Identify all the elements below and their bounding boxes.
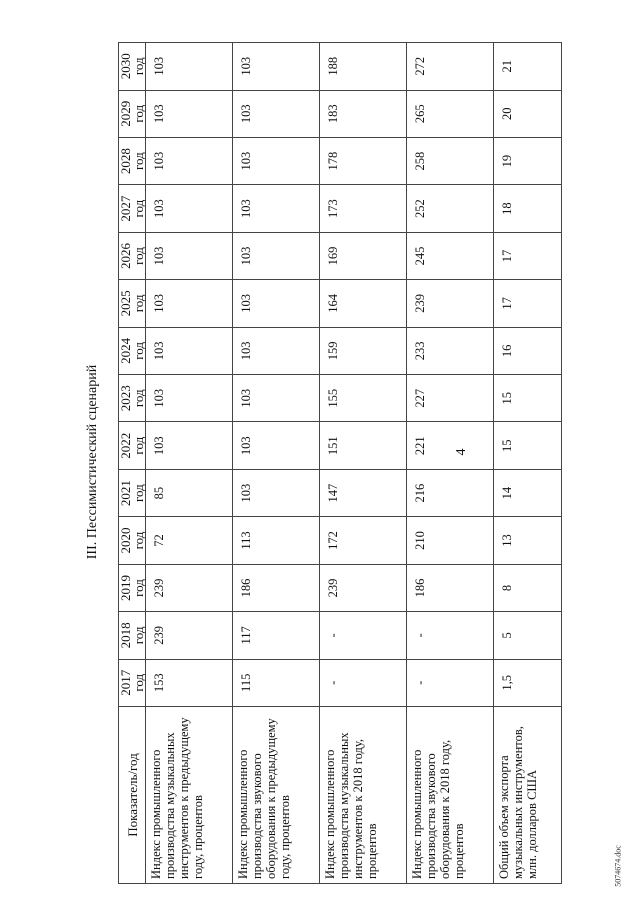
table-cell-value: 103 [233, 375, 320, 422]
table-cell-value: 103 [146, 375, 233, 422]
table-header-row [119, 43, 146, 884]
table-cell-value: 103 [146, 185, 233, 232]
table-cell-value: 210 [407, 517, 494, 564]
table-cell-value: 239 [407, 280, 494, 327]
table-cell-value: 155 [320, 375, 407, 422]
table-cell-value: 115 [233, 659, 320, 706]
table-body [146, 43, 562, 884]
table-cell-value: 17 [494, 232, 562, 279]
table-cell-value: 216 [407, 469, 494, 516]
table-cell-value: 103 [233, 232, 320, 279]
table-cell-value: 103 [146, 422, 233, 469]
section-title: III. Пессимистический сценарий [85, 364, 100, 560]
year-label: 2027 [118, 195, 133, 222]
table-cell-value: 14 [494, 469, 562, 516]
year-column-header [119, 185, 146, 232]
year-label: 2028 [118, 148, 133, 175]
table-cell-value: 221 [407, 422, 494, 469]
year-column-header [119, 659, 146, 706]
table-cell-value: 164 [320, 280, 407, 327]
footer-filename: 5074674.doc [613, 845, 623, 887]
table-cell-value: 239 [146, 612, 233, 659]
table-cell-value: 186 [233, 564, 320, 611]
table-cell-value: 1,5 [494, 659, 562, 706]
table-cell-value: 103 [233, 327, 320, 374]
table-cell-value: 272 [407, 43, 494, 91]
indicator-label: Индекс промышленного производства музыкальных инструментов к 2018 году, процентов [320, 707, 407, 884]
table-cell-value: 103 [146, 137, 233, 184]
table-cell-value: 103 [233, 137, 320, 184]
table-cell-value: 20 [494, 90, 562, 137]
year-suffix: год [131, 247, 146, 265]
table-cell-value: 103 [233, 469, 320, 516]
table-cell-value: 19 [494, 137, 562, 184]
table-cell-value: 103 [146, 280, 233, 327]
year-label: 2029 [118, 100, 133, 127]
table-cell-value: 103 [233, 185, 320, 232]
year-suffix: год [131, 673, 146, 692]
year-label: 2022 [118, 432, 133, 459]
table-cell-value: - [320, 612, 407, 659]
table-cell-value: 117 [233, 612, 320, 659]
scenario-table [118, 42, 562, 884]
table-cell-value: 103 [146, 232, 233, 279]
indicator-label: Индекс промышленного производства звукового оборудования к 2018 году, процентов [407, 707, 494, 884]
table-cell-value: 183 [320, 90, 407, 137]
year-column-header [119, 612, 146, 659]
table-cell-value: 21 [494, 43, 562, 91]
year-suffix: год [131, 531, 146, 550]
table-cell-value: 85 [146, 469, 233, 516]
table-cell-value: 252 [407, 185, 494, 232]
year-suffix: год [131, 579, 146, 597]
table-cell-value: 103 [233, 90, 320, 137]
year-suffix: год [131, 199, 146, 218]
table-row [407, 43, 494, 884]
year-column-header [119, 375, 146, 422]
table-cell-value: 239 [320, 564, 407, 611]
table-cell-value: - [320, 659, 407, 706]
year-label: 2030 [118, 53, 133, 80]
year-column-header [119, 327, 146, 374]
page-number: 4 [454, 448, 469, 456]
year-suffix: год [131, 389, 146, 408]
table-cell-value: 113 [233, 517, 320, 564]
table-cell-value: 18 [494, 185, 562, 232]
year-suffix: год [131, 626, 146, 645]
table-cell-value: 72 [146, 517, 233, 564]
table-cell-value: 233 [407, 327, 494, 374]
rotated-table-frame [118, 42, 562, 884]
year-label: 2020 [118, 527, 133, 554]
year-suffix: год [131, 294, 146, 313]
table-cell-value: 103 [233, 280, 320, 327]
table-cell-value: 103 [233, 43, 320, 91]
table-cell-value: - [407, 659, 494, 706]
table-cell-value: 169 [320, 232, 407, 279]
table-row [146, 43, 233, 884]
table-cell-value: 173 [320, 185, 407, 232]
table-cell-value: 17 [494, 280, 562, 327]
indicator-label: Индекс промышленного производства звукового оборудования к предыдущему году, процентов [233, 707, 320, 884]
year-suffix: год [131, 104, 146, 123]
table-cell-value: 15 [494, 422, 562, 469]
table-cell-value: 103 [233, 422, 320, 469]
year-column-header [119, 517, 146, 564]
year-column-header [119, 232, 146, 279]
table-cell-value: 151 [320, 422, 407, 469]
year-label: 2021 [118, 480, 133, 507]
year-column-header [119, 280, 146, 327]
table-cell-value: 265 [407, 90, 494, 137]
year-suffix: год [131, 436, 146, 455]
table-cell-value: 5 [494, 612, 562, 659]
table-row [320, 43, 407, 884]
year-column-header [119, 422, 146, 469]
table-cell-value: 239 [146, 564, 233, 611]
year-suffix: год [131, 152, 146, 171]
table-cell-value: 178 [320, 137, 407, 184]
year-label: 2023 [118, 385, 133, 412]
year-column-header [119, 564, 146, 611]
indicator-label: Общий объем экспорта музыкальных инструментов, млн. долларов США [494, 707, 562, 884]
year-column-header [119, 469, 146, 516]
table-cell-value: 103 [146, 90, 233, 137]
year-suffix: год [131, 57, 146, 76]
year-column-header [119, 137, 146, 184]
indicator-column-header: Показатель/год [119, 707, 146, 884]
table-cell-value: 103 [146, 327, 233, 374]
year-column-header [119, 43, 146, 91]
table-container [118, 42, 562, 884]
table-cell-value: - [407, 612, 494, 659]
table-cell-value: 103 [146, 43, 233, 91]
table-row [494, 43, 562, 884]
table-cell-value: 188 [320, 43, 407, 91]
year-suffix: год [131, 341, 146, 360]
table-row [233, 43, 320, 884]
table-cell-value: 13 [494, 517, 562, 564]
indicator-label: Индекс промышленного производства музыкальных инструментов к предыдущему году, процентов [146, 707, 233, 884]
table-cell-value: 147 [320, 469, 407, 516]
table-cell-value: 15 [494, 375, 562, 422]
year-label: 2026 [118, 243, 133, 269]
table-cell-value: 153 [146, 659, 233, 706]
year-label: 2019 [118, 574, 133, 601]
table-cell-value: 16 [494, 327, 562, 374]
year-label: 2024 [118, 337, 133, 364]
year-label: 2018 [118, 622, 133, 649]
table-cell-value: 8 [494, 564, 562, 611]
table-cell-value: 245 [407, 232, 494, 279]
year-suffix: год [131, 484, 146, 502]
table-cell-value: 227 [407, 375, 494, 422]
year-column-header [119, 90, 146, 137]
table-cell-value: 172 [320, 517, 407, 564]
table-cell-value: 186 [407, 564, 494, 611]
year-label: 2017 [118, 669, 133, 696]
table-cell-value: 159 [320, 327, 407, 374]
table-cell-value: 258 [407, 137, 494, 184]
year-label: 2025 [118, 290, 133, 317]
